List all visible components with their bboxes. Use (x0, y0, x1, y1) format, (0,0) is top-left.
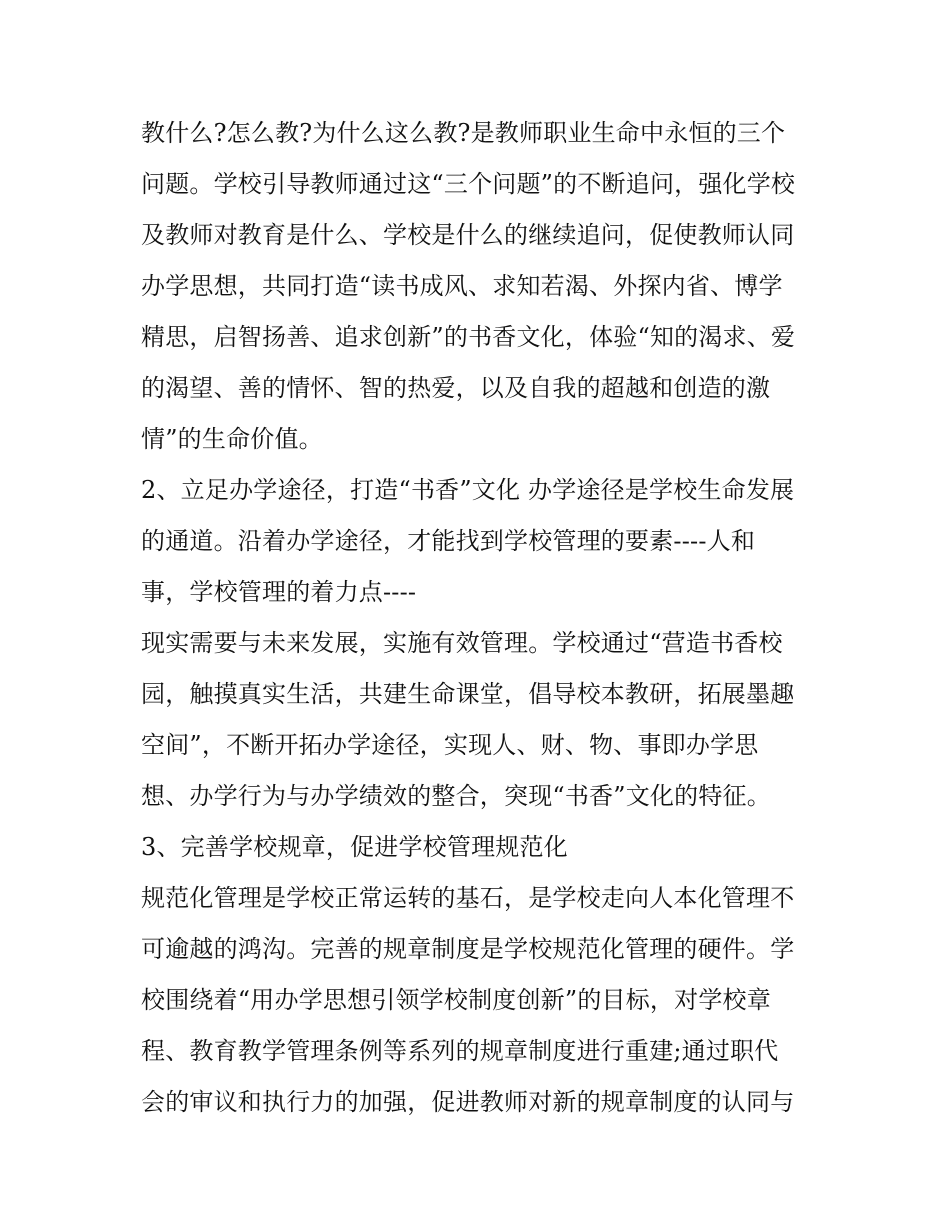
text-line: 情”的生命价值。 (141, 425, 323, 453)
text-line: 教什么?怎么教?为什么这么教?是教师职业生命中永恒的三个 (141, 119, 786, 147)
text-line: 想、办学行为与办学绩效的整合，突现“书香”文化的特征。 (141, 782, 771, 810)
text-line: 及教师对教育是什么、学校是什么的继续追问，促使教师认同 (141, 221, 795, 249)
section-heading-3: 3、完善学校规章，促进学校管理规范化 (141, 833, 568, 861)
text-line: 的通道。沿着办学途径，才能找到学校管理的要素----人和 (141, 527, 756, 555)
text-line: 程、教育教学管理条例等系列的规章制度进行重建;通过职代 (141, 1037, 779, 1065)
text-line: 事，学校管理的着力点---- (141, 578, 417, 606)
text-line: 规范化管理是学校正常运转的基石，是学校走向人本化管理不 (141, 884, 795, 912)
text-line: 的渴望、善的情怀、智的热爱，以及自我的超越和创造的激 (141, 374, 771, 402)
text-line: 现实需要与未来发展，实施有效管理。学校通过“营造书香校 (141, 629, 783, 657)
text-line: 校围绕着“用办学思想引领学校制度创新”的目标，对学校章 (141, 986, 771, 1014)
text-line: 可逾越的鸿沟。完善的规章制度是学校规范化管理的硬件。学 (141, 935, 795, 963)
text-line: 问题。学校引导教师通过这“三个问题”的不断追问，强化学校 (141, 170, 796, 198)
section-heading-2: 2、立足办学途径，打造“书香”文化 办学途径是学校生命发展 (141, 476, 795, 504)
text-line: 办学思想，共同打造“读书成风、求知若渴、外探内省、博学 (141, 272, 783, 300)
text-line: 会的审议和执行力的加强，促进教师对新的规章制度的认同与 (141, 1088, 795, 1116)
body-text (141, 108, 821, 1128)
text-line: 空间”，不断开拓办学途径，实现人、财、物、事即办学思 (141, 731, 759, 759)
text-line: 园，触摸真实生活，共建生命课堂，倡导校本教研，拓展墨趣 (141, 680, 795, 708)
text-line: 精思，启智扬善、追求创新”的书香文化，体验“知的渴求、爱 (141, 323, 796, 351)
